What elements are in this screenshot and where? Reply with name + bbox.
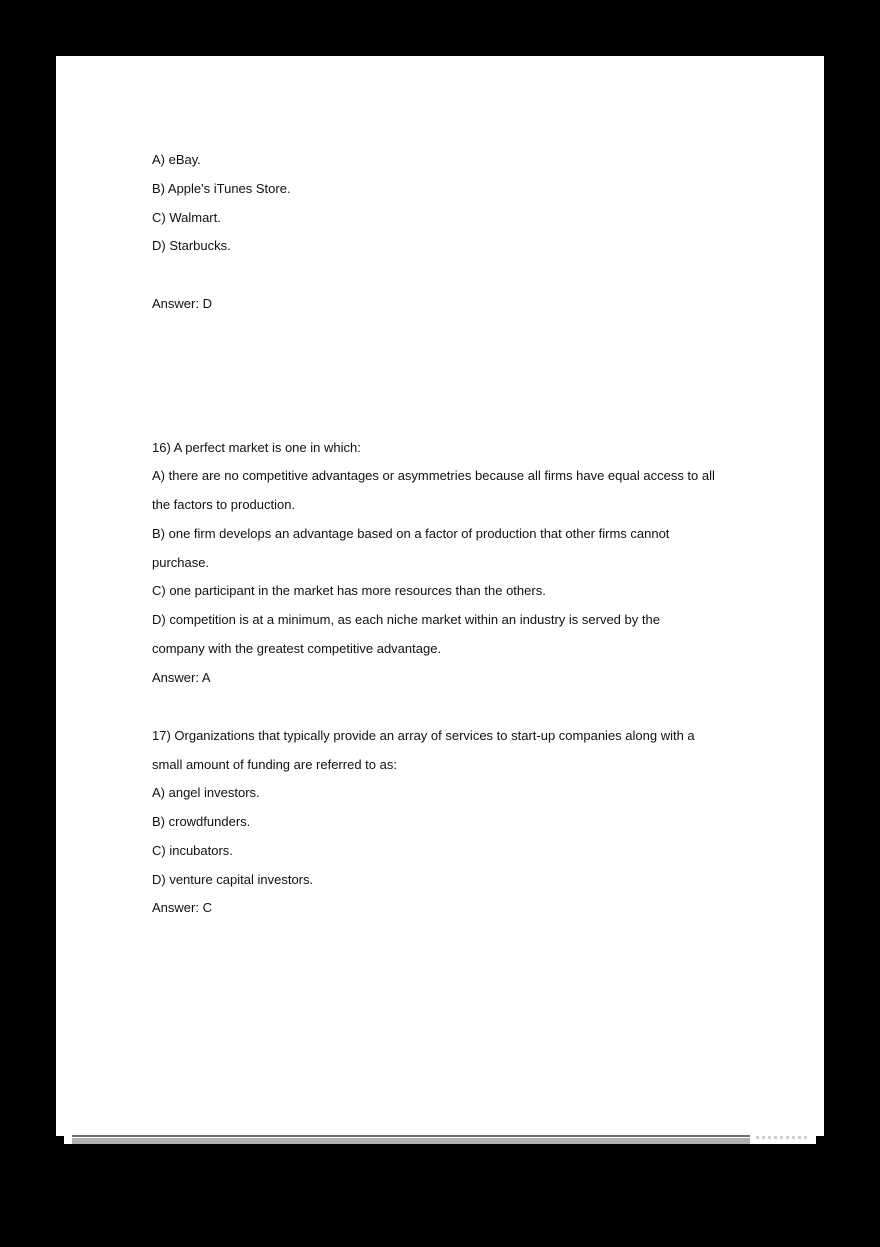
scrollbar-end-markers bbox=[756, 1136, 810, 1139]
q17-question: 17) Organizations that typically provide an array of services to start-up companies along with a bbox=[152, 728, 695, 743]
q15-option-b: B) Apple's iTunes Store. bbox=[152, 181, 291, 196]
q17-option-c: C) incubators. bbox=[152, 843, 233, 858]
q16-option-b-cont: purchase. bbox=[152, 555, 210, 570]
q17-option-a: A) angel investors. bbox=[152, 785, 260, 800]
q16-option-d: D) competition is at a minimum, as each niche market within an industry is served by the bbox=[152, 612, 660, 627]
q17-question-cont: small amount of funding are referred to as: bbox=[152, 757, 397, 772]
q15-option-a: A) eBay. bbox=[152, 152, 201, 167]
q15-answer: Answer: D bbox=[152, 296, 212, 311]
horizontal-scrollbar-thumb[interactable] bbox=[72, 1138, 750, 1144]
q16-option-d-cont: company with the greatest competitive advantage. bbox=[152, 641, 442, 656]
q16-answer: Answer: A bbox=[152, 670, 211, 685]
q17-option-b: B) crowdfunders. bbox=[152, 814, 251, 829]
horizontal-scrollbar-track[interactable] bbox=[72, 1135, 750, 1137]
q17-answer: Answer: C bbox=[152, 900, 212, 915]
q16-question: 16) A perfect market is one in which: bbox=[152, 440, 361, 455]
q16-option-a: A) there are no competitive advantages or asymmetries because all firms have equal access to all bbox=[152, 468, 715, 483]
q15-option-c: C) Walmart. bbox=[152, 210, 221, 225]
q16-option-c: C) one participant in the market has more resources than the others. bbox=[152, 583, 546, 598]
q16-option-b: B) one firm develops an advantage based on a factor of production that other firms cannot bbox=[152, 526, 670, 541]
q15-option-d: D) Starbucks. bbox=[152, 238, 231, 253]
q17-option-d: D) venture capital investors. bbox=[152, 872, 314, 887]
q16-option-a-cont: the factors to production. bbox=[152, 497, 296, 512]
